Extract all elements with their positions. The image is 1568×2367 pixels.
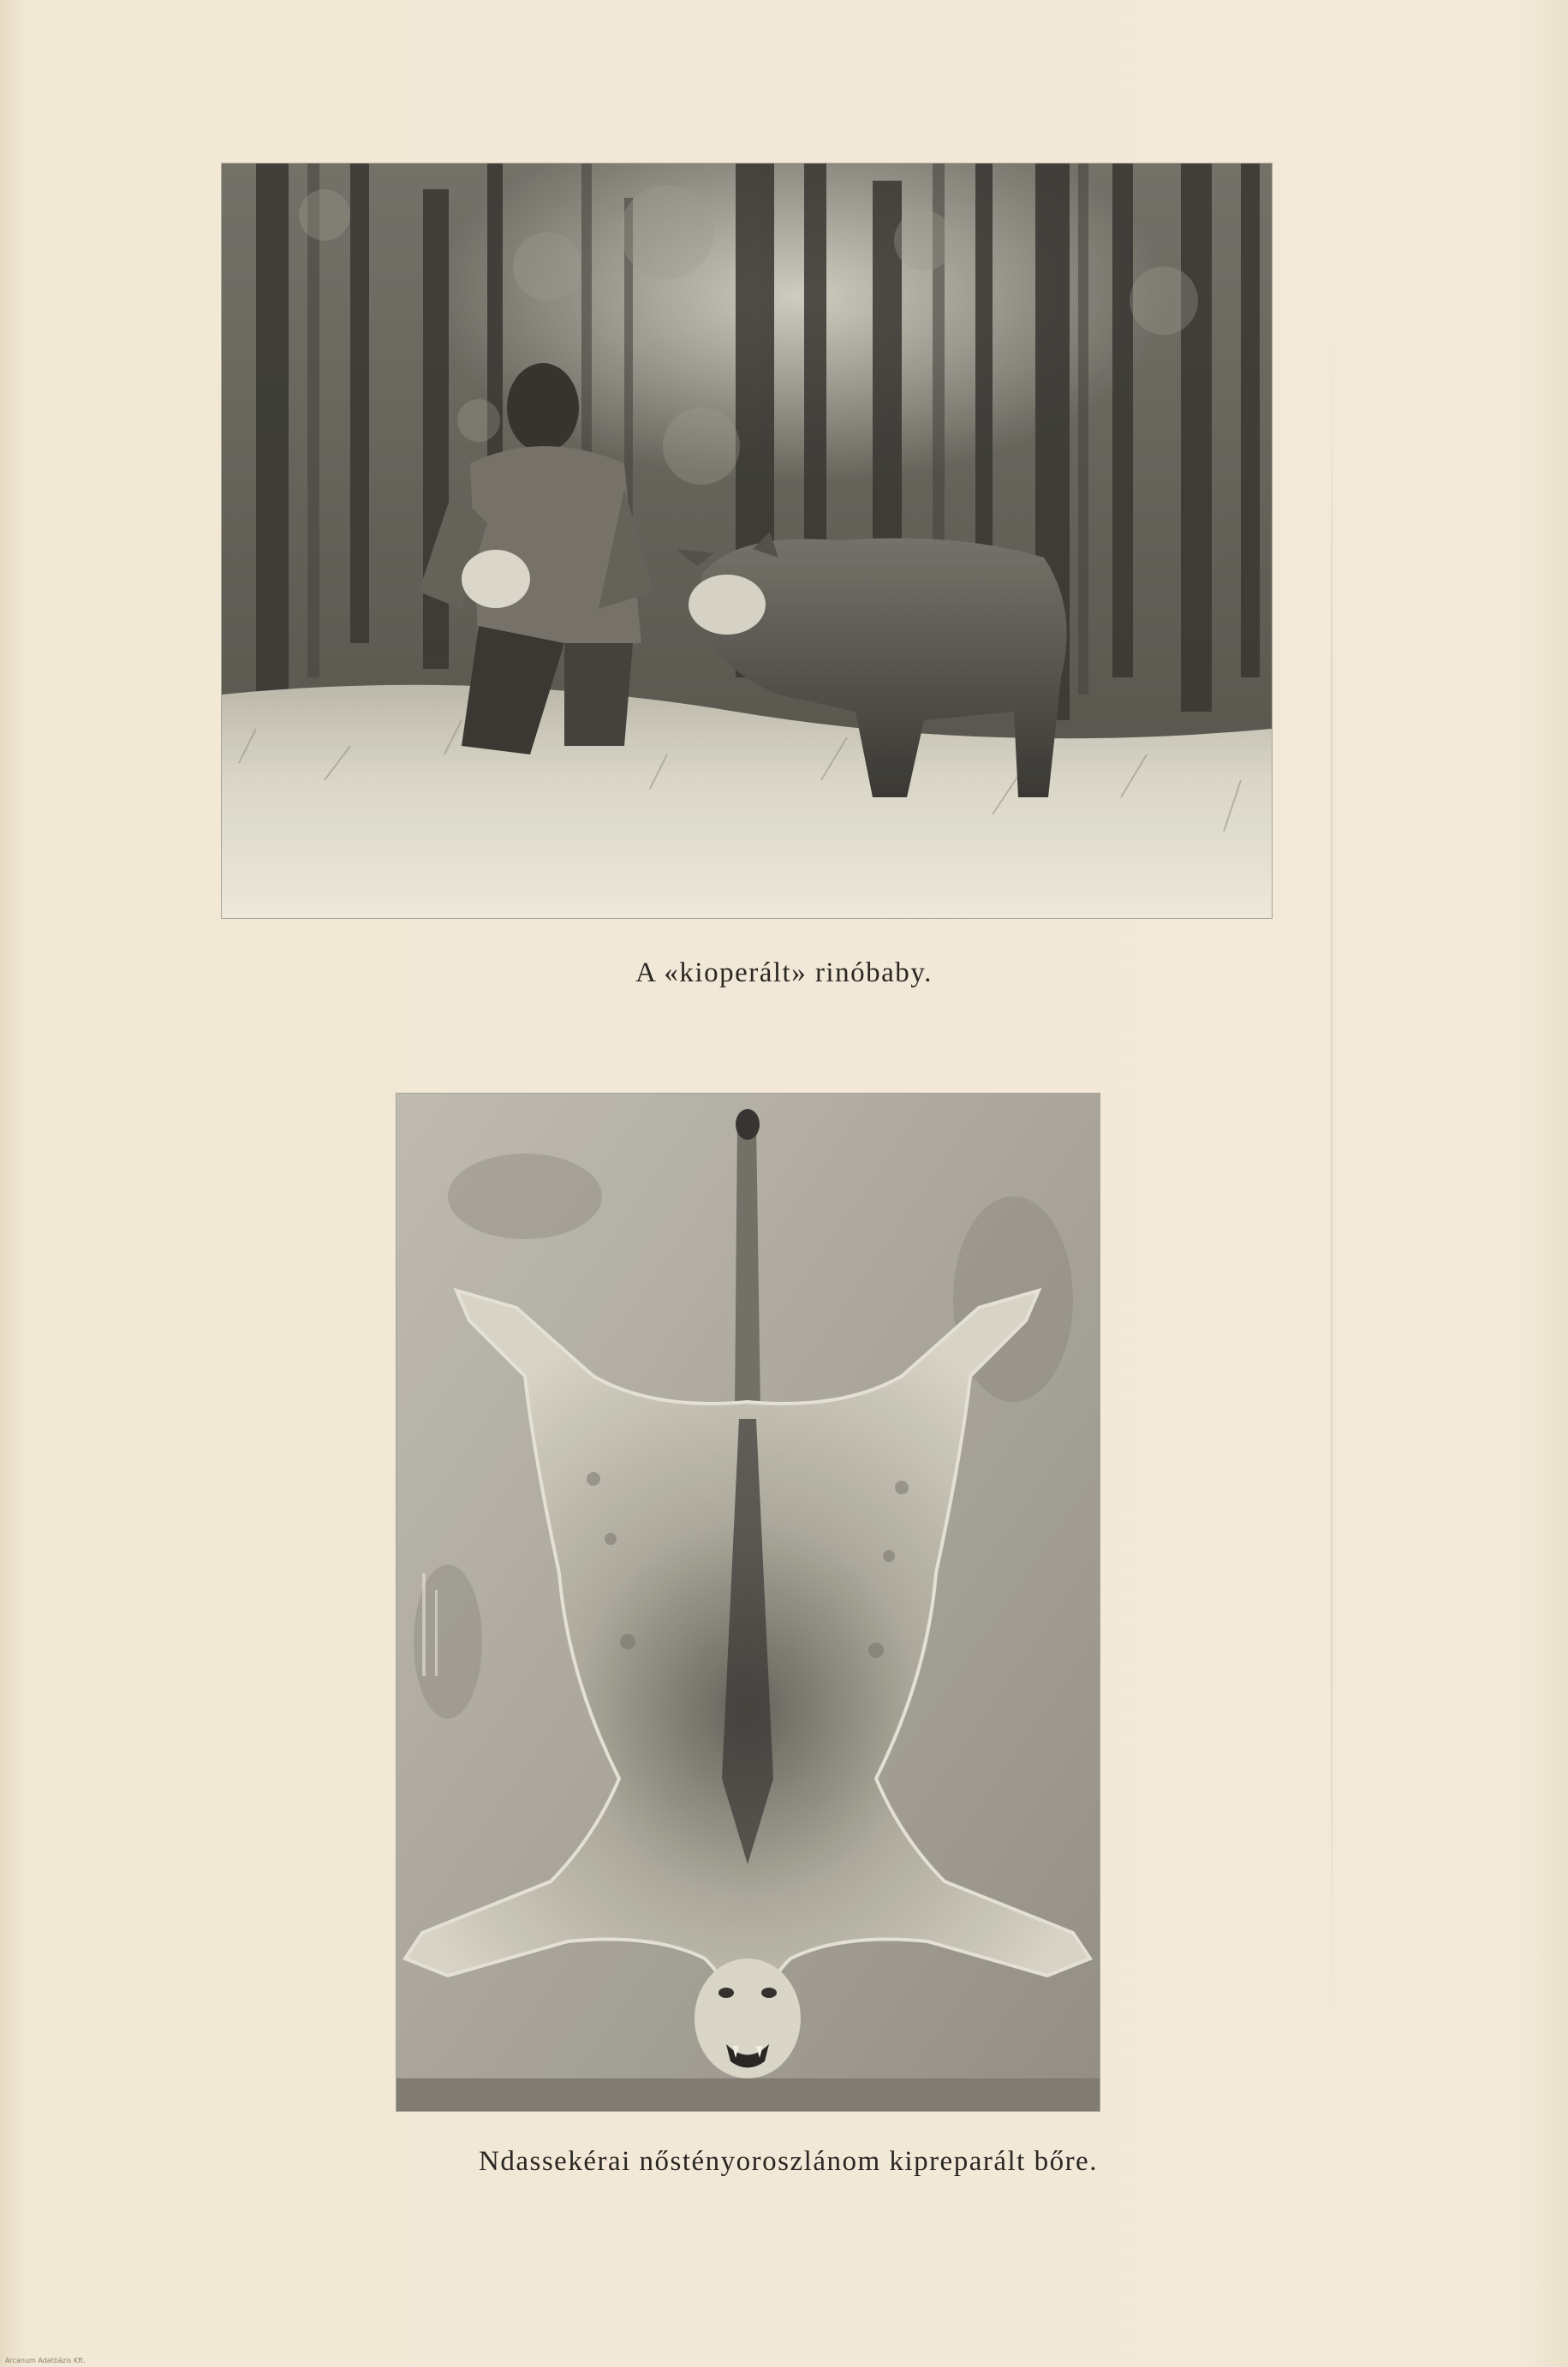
digitization-watermark: Arcanum Adatbázis Kft. bbox=[5, 2357, 86, 2364]
photo-rhino-baby bbox=[222, 164, 1272, 918]
page-edge-shadow bbox=[1331, 339, 1333, 2009]
photo-lioness-skin-image bbox=[396, 1094, 1100, 2111]
photo-caption-lioness-skin: Ndassekérai nőstényoroszlánom kipreparált bőre. bbox=[479, 2146, 1098, 2177]
photo-caption-rhino: A «kioperált» rinóbaby. bbox=[635, 957, 933, 988]
photo-lioness-skin bbox=[396, 1094, 1100, 2111]
photo-rhino-baby-image bbox=[222, 164, 1272, 918]
